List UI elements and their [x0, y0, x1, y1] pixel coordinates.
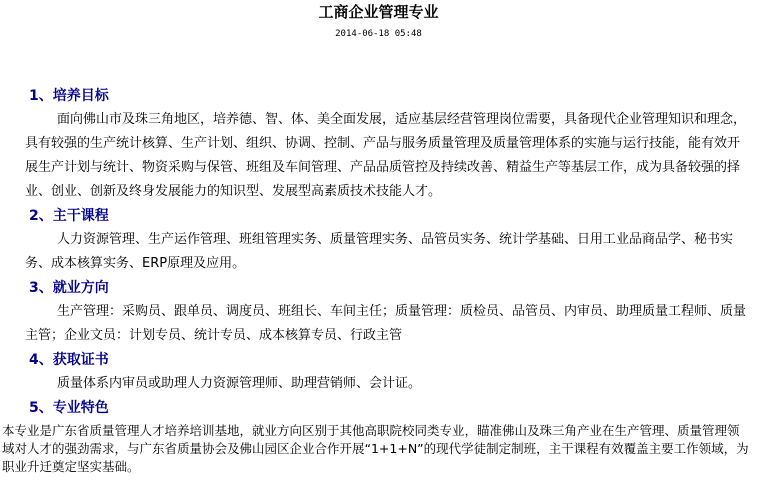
page-title: 工商企业管理专业: [318, 3, 439, 21]
section-program-features: [2, 396, 750, 476]
article-content: [2, 84, 750, 476]
section-core-courses: [25, 204, 750, 276]
section-heading: 2、主干课程: [29, 208, 109, 224]
section-certificates: [25, 348, 750, 396]
section-career-directions: [25, 276, 750, 348]
section-body: 面向佛山市及珠三角地区，培养德、智、体、美全面发展，适应基层经营管理岗位需要，具备现代企业管理知识和理念，具有较强的生产统计核算、生产计划、组织、协调、控制、产品与服务质量管理及质量管理体系的实施与运行技能，能有效开展生产计划与统计、物资采购与保管、班组及车间管理、产品品质管控及持续改善、精益生产等基层工作，成为具备较强的择业、创业、创新及终身发展能力的知识型、发展型高素质技术技能人才。: [25, 112, 747, 199]
section-body: 本专业是广东省质量管理人才培养培训基地，就业方向区别于其他高职院校同类专业，瞄准佛山及珠三角产业在生产管理、质量管理领域对人才的强劲需求，与广东省质量协会及佛山园区企业合作开展“1+1+N”的现代学徒制定制班，主干课程有效覆盖主要工作领域，为职业升迁奠定坚实基础。: [2, 423, 749, 474]
publish-date: 2014-06-18 05:48: [335, 29, 422, 39]
section-heading: 3、就业方向: [29, 280, 109, 296]
section-heading: 1、培养目标: [29, 88, 109, 104]
section-body: 生产管理：采购员、跟单员、调度员、班组长、车间主任；质量管理：质检员、品管员、内审员、助理质量工程师、质量主管；企业文员：计划专员、统计专员、成本核算专员、行政主管: [25, 304, 747, 343]
section-heading: 5、专业特色: [29, 400, 109, 416]
section-body: 质量体系内审员或助理人力资源管理师、助理营销师、会计证。: [57, 376, 422, 391]
section-body: 人力资源管理、生产运作管理、班组管理实务、质量管理实务、品管员实务、统计学基础、日用工业品商品学、秘书实务、成本核算实务、ERP原理及应用。: [25, 232, 734, 271]
section-heading: 4、获取证书: [29, 352, 109, 368]
section-training-goals: [25, 84, 750, 204]
